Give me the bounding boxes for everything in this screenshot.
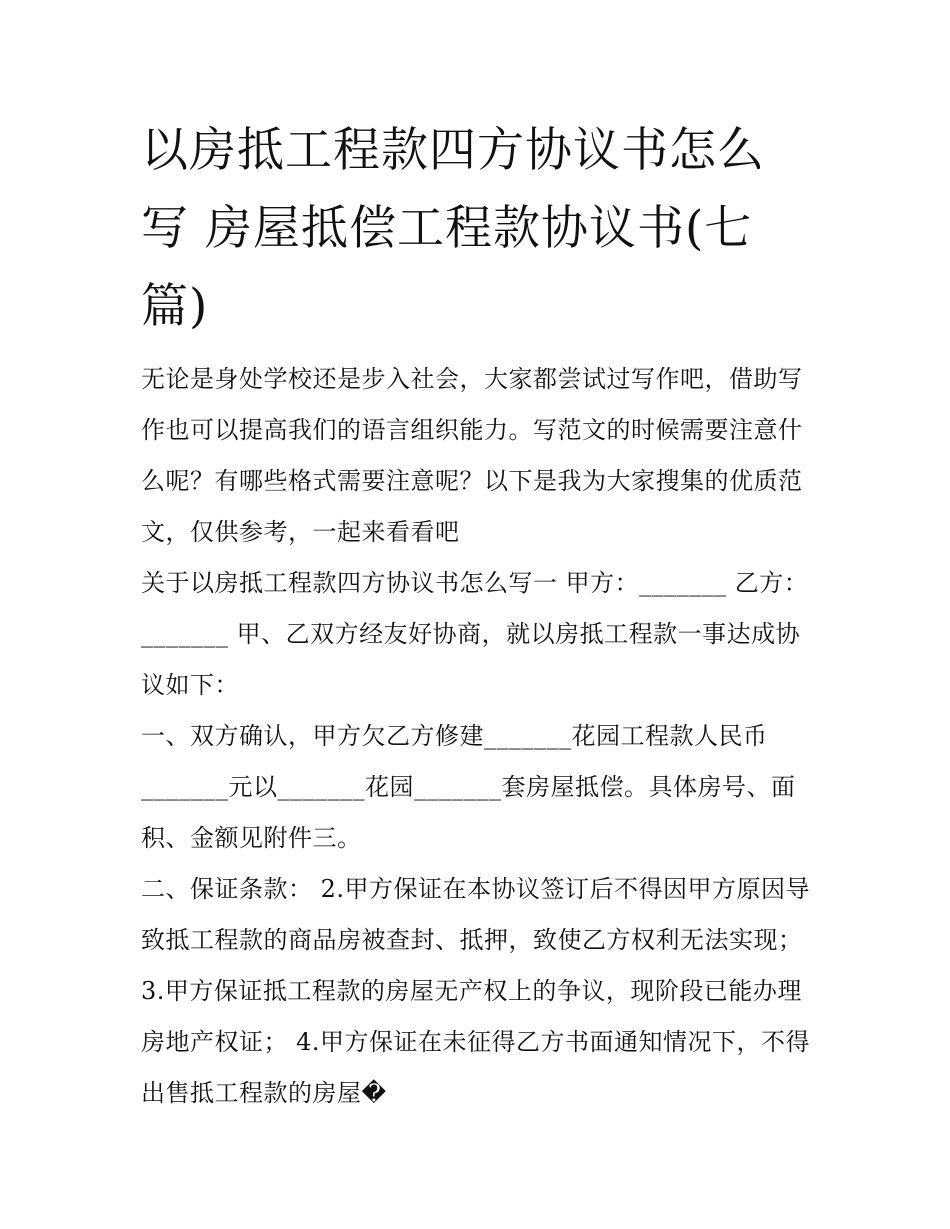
body-line: 3.甲方保证抵工程款的房屋无产权上的争议，现阶段已能办理 <box>141 977 802 1005</box>
document-title <box>141 112 821 346</box>
body-line: 议如下： <box>141 671 239 699</box>
body-line: 关于以房抵工程款四方协议书怎么写一 甲方：_______ 乙方： <box>141 569 809 597</box>
body-line: 二、保证条款： 2.甲方保证在本协议签订后不得因甲方原因导 <box>141 875 811 903</box>
body-line: 房地产权证； 4.甲方保证在未征得乙方书面通知情况下，不得 <box>141 1028 811 1056</box>
body-line: 文，仅供参考，一起来看看吧 <box>141 518 460 546</box>
body-line: 致抵工程款的商品房被查封、抵押，致使乙方权利无法实现； <box>141 926 803 954</box>
body-line: 出售抵工程款的房屋� <box>141 1079 387 1107</box>
body-line: 一、双方确认，甲方欠乙方修建_______花园工程款人民币 <box>141 722 768 750</box>
body-line: _______元以_______花园_______套房屋抵偿。具体房号、面 <box>141 773 796 801</box>
title-line: 篇) <box>141 279 209 334</box>
body-line: 作也可以提高我们的语言组织能力。写范文的时候需要注意什 <box>141 416 803 444</box>
title-line: 写 房屋抵偿工程款协议书(七 <box>141 201 753 256</box>
body-line: 无论是身处学校还是步入社会，大家都尝试过写作吧，借助写 <box>141 365 803 393</box>
body-line: _______ 甲、乙双方经友好协商，就以房抵工程款一事达成协 <box>141 620 801 648</box>
body-line: 积、金额见附件三。 <box>141 824 362 852</box>
document-body <box>141 354 821 1119</box>
body-line: 么呢？有哪些格式需要注意呢？以下是我为大家搜集的优质范 <box>141 467 803 495</box>
title-line: 以房抵工程款四方协议书怎么 <box>141 123 765 178</box>
